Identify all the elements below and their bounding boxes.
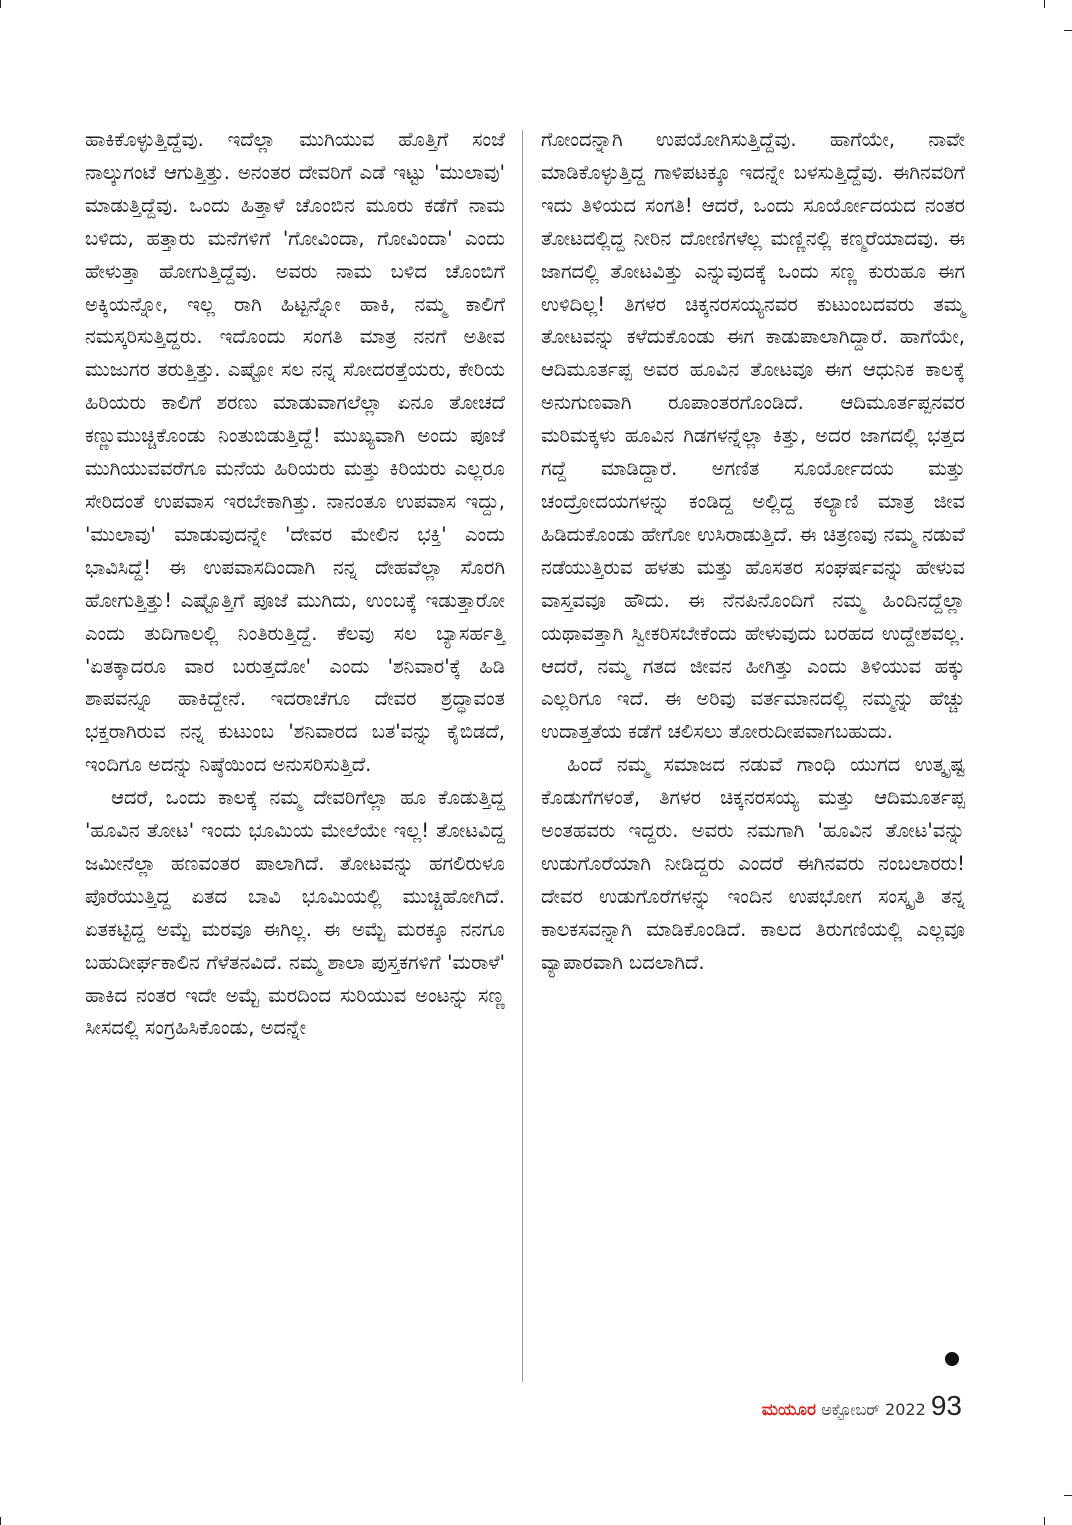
- right-column: [541, 124, 965, 980]
- left-column: [85, 124, 505, 1045]
- crop-mark-right-upper: [1064, 30, 1072, 31]
- body-paragraph: ಹಿಂದೆ ನಮ್ಮ ಸಮಾಜದ ನಡುವೆ ಗಾಂಧಿ ಯುಗದ ಉತ್ಕೃಷ್ಟ ಕೊಡುಗೆಗಳಂತೆ, ತಿಗಳರ ಚಿಕ್ಕನರಸಯ್ಯ ಮತ್ತು ಆದಿಮೂರ್ತಪ್ಪ ಅಂತಹವರು ಇದ್ದರು. ಅವರು ನಮಗಾಗಿ 'ಹೂವಿನ ತೋಟ'ವನ್ನು ಉಡುಗೊರೆಯಾಗಿ ನೀಡಿದ್ದರು ಎಂದರೆ ಈಗಿನವರು ನಂಬಲಾರರು! ದೇವರ ಉಡುಗೊರೆಗಳನ್ನು ಇಂದಿನ ಉಪಭೋಗ ಸಂಸ್ಕೃತಿ ತನ್ನ ಕಾಲಕಸವನ್ನಾಗಿ ಮಾಡಿಕೊಂಡಿದೆ. ಕಾಲದ ತಿರುಗಣಿಯಲ್ಲಿ ಎಲ್ಲವೂ ವ್ಯಾಪಾರವಾಗಿ ಬದಲಾಗಿದೆ.: [541, 753, 965, 974]
- issue-year: 2022: [885, 1400, 926, 1419]
- body-paragraph: ಆದರೆ, ಒಂದು ಕಾಲಕ್ಕೆ ನಮ್ಮ ದೇವರಿಗೆಲ್ಲಾ ಹೂ ಕೊಡುತ್ತಿದ್ದ 'ಹೂವಿನ ತೋಟ' ಇಂದು ಭೂಮಿಯ ಮೇಲೆಯೇ ಇಲ್ಲ! ತೋಟವಿದ್ದ ಜಮೀನೆಲ್ಲಾ ಹಣವಂತರ ಪಾಲಾಗಿದೆ. ತೋಟವನ್ನು ಹಗಲಿರುಳೂ ಪೊರೆಯುತ್ತಿದ್ದ ಏತದ ಬಾವಿ ಭೂಮಿಯಲ್ಲಿ ಮುಚ್ಚಿಹೋಗಿದೆ. ಏತಕಟ್ಟಿದ್ದ ಅಮ್ಟೆ ಮರವೂ ಈಗಿಲ್ಲ. ಈ ಅಮ್ಟೆ ಮರಕ್ಕೂ ನನಗೂ ಬಹುದೀರ್ಘಕಾಲಿನ ಗೆಳೆತನವಿದೆ. ನಮ್ಮ ಶಾಲಾ ಪುಸ್ತಕಗಳಿಗೆ 'ಮರಾಳೆ' ಹಾಕಿದ ನಂತರ ಇದೇ ಅಮ್ಟೆ ಮರದಿಂದ ಸುರಿಯುವ ಅಂಟನ್ನು ಸಣ್ಣ ಸೀಸದಲ್ಲಿ ಸಂಗ್ರಹಿಸಿಕೊಂಡು, ಅದನ್ನೇ: [85, 786, 505, 1040]
- page-number: 93: [930, 1390, 962, 1421]
- magazine-name: ಮಯೂರ: [761, 1400, 816, 1420]
- crop-mark-right-lower: [1064, 1495, 1072, 1496]
- page-footer: [700, 1390, 962, 1422]
- crop-mark-bottom-left: [0, 1517, 1, 1525]
- crop-mark-top-right: [1044, 0, 1045, 8]
- issue-month: ಅಕ್ಟೋಬರ್: [821, 1400, 880, 1419]
- body-paragraph: ಗೋಂದನ್ನಾಗಿ ಉಪಯೋಗಿಸುತ್ತಿದ್ದೆವು. ಹಾಗೆಯೇ, ನಾವೇ ಮಾಡಿಕೊಳ್ಳುತ್ತಿದ್ದ ಗಾಳಿಪಟಕ್ಕೂ ಇದನ್ನೇ ಬಳಸುತ್ತಿದ್ದೆವು. ಈಗಿನವರಿಗೆ ಇದು ತಿಳಿಯದ ಸಂಗತಿ! ಆದರೆ, ಒಂದು ಸೂರ್ಯೋದಯದ ನಂತರ ತೋಟದಲ್ಲಿದ್ದ ನೀರಿನ ದೋಣಿಗಳೆಲ್ಲ ಮಣ್ಣಿನಲ್ಲಿ ಕಣ್ಮರೆಯಾದವು. ಈ ಜಾಗದಲ್ಲಿ ತೋಟವಿತ್ತು ಎನ್ನುವುದಕ್ಕೆ ಒಂದು ಸಣ್ಣ ಕುರುಹೂ ಈಗ ಉಳಿದಿಲ್ಲ! ತಿಗಳರ ಚಿಕ್ಕನರಸಯ್ಯನವರ ಕುಟುಂಬದವರು ತಮ್ಮ ತೋಟವನ್ನು ಕಳೆದುಕೊಂಡು ಈಗ ಕಾಡುಪಾಲಾಗಿದ್ದಾರೆ. ಹಾಗೆಯೇ, ಆದಿಮೂರ್ತಪ್ಪ ಅವರ ಹೂವಿನ ತೋಟವೂ ಈಗ ಆಧುನಿಕ ಕಾಲಕ್ಕೆ ಅನುಗುಣವಾಗಿ ರೂಪಾಂತರಗೊಂಡಿದೆ. ಆದಿಮೂರ್ತಪ್ಪನವರ ಮರಿಮಕ್ಕಳು ಹೂವಿನ ಗಿಡಗಳನ್ನೆಲ್ಲಾ ಕಿತ್ತು, ಅದರ ಜಾಗದಲ್ಲಿ ಭತ್ತದ ಗದ್ದೆ ಮಾಡಿದ್ದಾರೆ. ಅಗಣಿತ ಸೂರ್ಯೋದಯ ಮತ್ತು ಚಂದ್ರೋದಯಗಳನ್ನು ಕಂಡಿದ್ದ ಅಲ್ಲಿದ್ದ ಕಲ್ಯಾಣಿ ಮಾತ್ರ ಜೀವ ಹಿಡಿದುಕೊಂಡು ಹೇಗೋ ಉಸಿರಾಡುತ್ತಿದೆ. ಈ ಚಿತ್ರಣವು ನಮ್ಮ ನಡುವೆ ನಡೆಯುತ್ತಿರುವ ಹಳತು ಮತ್ತು ಹೊಸತರ ಸಂಘರ್ಷವನ್ನು ಹೇಳುವ ವಾಸ್ತವವೂ ಹೌದು. ಈ ನೆನಪಿನೊಂದಿಗೆ ನಮ್ಮ ಹಿಂದಿನದ್ದೆಲ್ಲಾ ಯಥಾವತ್ತಾಗಿ ಸ್ವೀಕರಿಸಬೇಕೆಂದು ಹೇಳುವುದು ಬರಹದ ಉದ್ದೇಶವಲ್ಲ. ಆದರೆ, ನಮ್ಮ ಗತದ ಜೀವನ ಹೀಗಿತ್ತು ಎಂದು ತಿಳಿಯುವ ಹಕ್ಕು ಎಲ್ಲರಿಗೂ ಇದೆ. ಈ ಅರಿವು ವರ್ತಮಾನದಲ್ಲಿ ನಮ್ಮನ್ನು ಹೆಚ್ಚು ಉದಾತ್ತತೆಯ ಕಡೆಗೆ ಚಲಿಸಲು ತೋರುದೀಪವಾಗಬಹುದು.: [541, 128, 965, 744]
- column-divider: [522, 130, 523, 1382]
- crop-mark-top-left: [0, 0, 1, 8]
- crop-mark-bottom-right: [1044, 1517, 1045, 1525]
- end-of-article-bullet: [945, 1352, 959, 1366]
- body-paragraph: ಹಾಕಿಕೊಳ್ಳುತ್ತಿದ್ದೆವು. ಇದೆಲ್ಲಾ ಮುಗಿಯುವ ಹೊತ್ತಿಗೆ ಸಂಜೆ ನಾಲ್ಕುಗಂಟೆ ಆಗುತ್ತಿತ್ತು. ಅನಂತರ ದೇವರಿಗೆ ಎಡೆ ಇಟ್ಟು 'ಮುಲಾವು' ಮಾಡುತ್ತಿದ್ದೆವು. ಒಂದು ಹಿತ್ತಾಳೆ ಚೊಂಬಿನ ಮೂರು ಕಡೆಗೆ ನಾಮ ಬಳಿದು, ಹತ್ತಾರು ಮನೆಗಳಿಗೆ 'ಗೋವಿಂದಾ, ಗೋವಿಂದಾ' ಎಂದು ಹೇಳುತ್ತಾ ಹೋಗುತ್ತಿದ್ದೆವು. ಅವರು ನಾಮ ಬಳಿದ ಚೊಂಬಿಗೆ ಅಕ್ಕಿಯನ್ನೋ, ಇಲ್ಲ ರಾಗಿ ಹಿಟ್ಟನ್ನೋ ಹಾಕಿ, ನಮ್ಮ ಕಾಲಿಗೆ ನಮಸ್ಕರಿಸುತ್ತಿದ್ದರು. ಇದೊಂದು ಸಂಗತಿ ಮಾತ್ರ ನನಗೆ ಅತೀವ ಮುಜುಗರ ತರುತ್ತಿತ್ತು. ಎಷ್ಟೋ ಸಲ ನನ್ನ ಸೋದರತ್ತೆಯರು, ಕೇರಿಯ ಹಿರಿಯರು ಕಾಲಿಗೆ ಶರಣು ಮಾಡುವಾಗಲೆಲ್ಲಾ ಏನೂ ತೋಚದೆ ಕಣ್ಣುಮುಚ್ಚಿಕೊಂಡು ನಿಂತುಬಿಡುತ್ತಿದ್ದೆ! ಮುಖ್ಯವಾಗಿ ಅಂದು ಪೂಜೆ ಮುಗಿಯುವವರೆಗೂ ಮನೆಯ ಹಿರಿಯರು ಮತ್ತು ಕಿರಿಯರು ಎಲ್ಲರೂ ಸೇರಿದಂತೆ ಉಪವಾಸ ಇರಬೇಕಾಗಿತ್ತು. ನಾನಂತೂ ಉಪವಾಸ ಇದ್ದು, 'ಮುಲಾವು' ಮಾಡುವುದನ್ನೇ 'ದೇವರ ಮೇಲಿನ ಭಕ್ತಿ' ಎಂದು ಭಾವಿಸಿದ್ದೆ! ಈ ಉಪವಾಸದಿಂದಾಗಿ ನನ್ನ ದೇಹವೆಲ್ಲಾ ಸೊರಗಿ ಹೋಗುತ್ತಿತ್ತು! ಎಷ್ಟೊತ್ತಿಗೆ ಪೂಜೆ ಮುಗಿದು, ಉಂಬಕ್ಕೆ ಇಡುತ್ತಾರೋ ಎಂದು ತುದಿಗಾಲಲ್ಲಿ ನಿಂತಿರುತ್ತಿದ್ದೆ. ಕೆಲವು ಸಲ ಬ್ಯಾಸರ್ಹತ್ತಿ 'ಏತಕ್ಕಾದರೂ ವಾರ ಬರುತ್ತದೋ' ಎಂದು 'ಶನಿವಾರ'ಕ್ಕೆ ಹಿಡಿ ಶಾಪವನ್ನೂ ಹಾಕಿದ್ದೇನೆ. ಇದರಾಚೆಗೂ ದೇವರ ಶ್ರದ್ಧಾವಂತ ಭಕ್ತರಾಗಿರುವ ನನ್ನ ಕುಟುಂಬ 'ಶನಿವಾರದ ಬತ'ವನ್ನು ಕೈಬಿಡದೆ, ಇಂದಿಗೂ ಅದನ್ನು ನಿಷ್ಠೆಯಿಂದ ಅನುಸರಿಸುತ್ತಿದೆ.: [85, 128, 505, 777]
